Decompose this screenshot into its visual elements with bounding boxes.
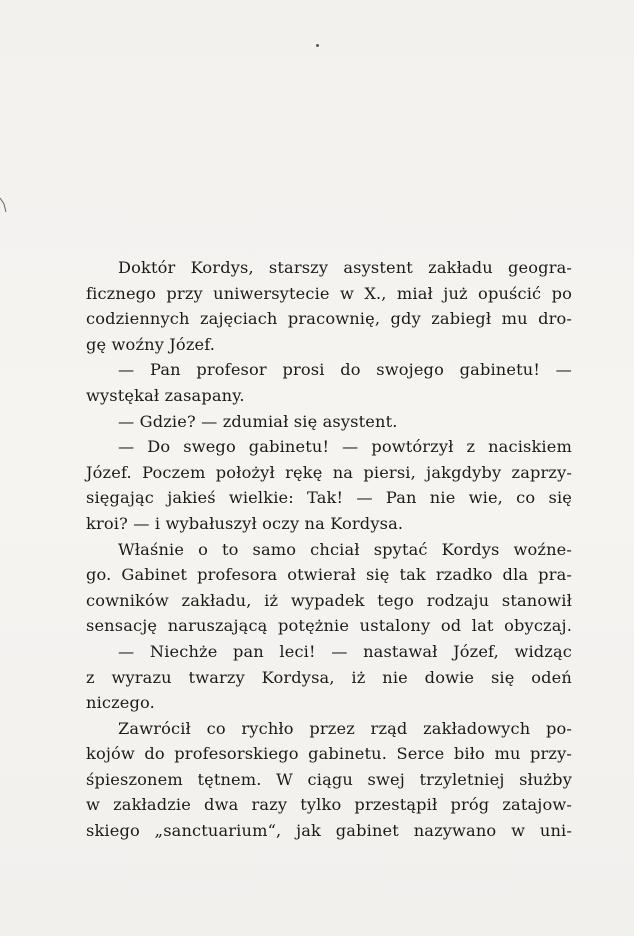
text-line: cowników zakładu, iż wypadek tego rodzaju stanowił (86, 590, 572, 610)
text-line: ficznego przy uniwersytecie w X., miał już opuścić po (86, 283, 572, 303)
text-line: niczego. (86, 693, 155, 713)
text-line: — Niechże pan leci! — nastawał Józef, widząc (118, 641, 572, 661)
text-line: Właśnie o to samo chciał spytać Kordys woźne- (118, 539, 572, 559)
body-text (86, 255, 572, 844)
page-edge-mark (0, 192, 10, 222)
text-line: z wyrazu twarzy Kordysa, iż nie dowie się odeń (86, 667, 572, 687)
text-line: codziennych zajęciach pracownię, gdy zabiegł mu dro- (86, 309, 572, 329)
text-line: — Gdzie? — zdumiał się asystent. (118, 411, 398, 431)
text-line: skiego „sanctuarium“, jak gabinet nazywano w uni- (86, 821, 572, 841)
text-line: sensację naruszającą potężnie ustalony od lat obyczaj. (86, 616, 572, 636)
text-line: w zakładzie dwa razy tylko przestąpił próg zatajow- (86, 795, 572, 815)
text-line: śpieszonem tętnem. W ciągu swej trzyletniej służby (86, 769, 572, 789)
text-line: — Do swego gabinetu! — powtórzył z naciskiem (118, 437, 572, 457)
text-line: sięgając jakieś wielkie: Tak! — Pan nie wie, co się (86, 488, 572, 508)
text-line: Doktór Kordys, starszy asystent zakładu geogra- (118, 258, 572, 277)
text-line: kroi? — i wybałuszył oczy na Kordysa. (86, 513, 404, 533)
text-line: kojów do profesorskiego gabinetu. Serce biło mu przy- (86, 744, 572, 764)
dust-speck (316, 44, 319, 47)
text-line: go. Gabinet profesora otwierał się tak rzadko dla pra- (86, 565, 572, 585)
text-line: Zawrócił co rychło przez rząd zakładowych po- (118, 718, 572, 738)
text-line: wystękał zasapany. (86, 385, 245, 405)
text-line: gę woźny Józef. (86, 334, 216, 354)
text-line: — Pan profesor prosi do swojego gabinetu! — (118, 360, 572, 380)
text-line: Józef. Poczem położył rękę na piersi, jakgdyby zaprzy- (86, 462, 572, 482)
